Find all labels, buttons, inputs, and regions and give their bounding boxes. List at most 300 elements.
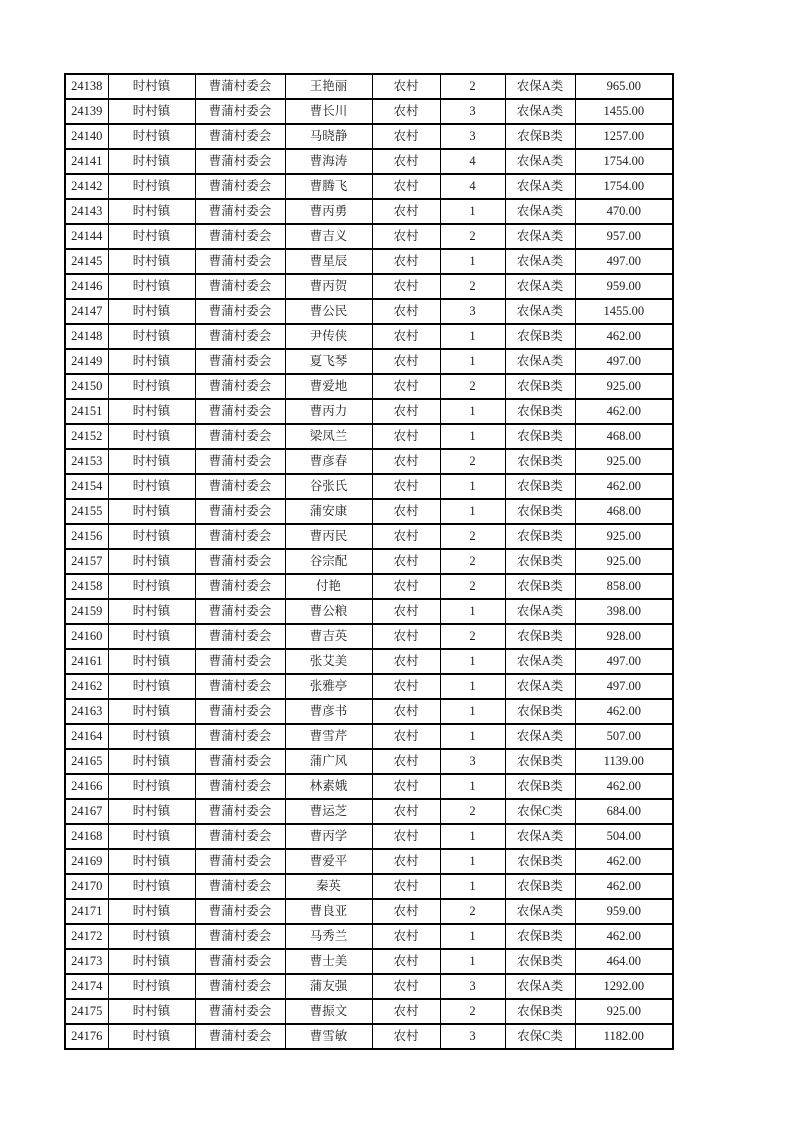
cell-residence-type: 农村 [372,624,440,649]
table-row [65,274,673,299]
cell-record-id: 24161 [65,649,108,674]
cell-person-count: 2 [440,274,505,299]
table-row [65,574,673,599]
cell-insurance-category: 农保B类 [505,849,575,874]
cell-person-name: 曹雪敏 [285,1024,372,1049]
cell-town: 时村镇 [108,999,195,1024]
cell-amount: 504.00 [575,824,673,849]
cell-village-committee: 曹蒲村委会 [195,374,285,399]
cell-insurance-category: 农保A类 [505,349,575,374]
cell-residence-type: 农村 [372,224,440,249]
cell-person-name: 曹运芝 [285,799,372,824]
cell-person-count: 3 [440,99,505,124]
cell-amount: 462.00 [575,924,673,949]
cell-town: 时村镇 [108,649,195,674]
table-row [65,899,673,924]
cell-person-name: 夏飞琴 [285,349,372,374]
cell-residence-type: 农村 [372,774,440,799]
cell-amount: 925.00 [575,449,673,474]
cell-record-id: 24163 [65,699,108,724]
table-row [65,124,673,149]
cell-person-count: 1 [440,874,505,899]
cell-person-count: 4 [440,149,505,174]
cell-insurance-category: 农保B类 [505,874,575,899]
cell-insurance-category: 农保A类 [505,674,575,699]
cell-village-committee: 曹蒲村委会 [195,424,285,449]
cell-village-committee: 曹蒲村委会 [195,174,285,199]
cell-person-name: 曹士美 [285,949,372,974]
cell-village-committee: 曹蒲村委会 [195,399,285,424]
cell-amount: 1754.00 [575,174,673,199]
cell-record-id: 24168 [65,824,108,849]
cell-town: 时村镇 [108,949,195,974]
cell-residence-type: 农村 [372,674,440,699]
cell-town: 时村镇 [108,324,195,349]
table-row [65,349,673,374]
cell-person-count: 1 [440,674,505,699]
cell-residence-type: 农村 [372,999,440,1024]
cell-person-name: 曹雪芹 [285,724,372,749]
cell-insurance-category: 农保C类 [505,799,575,824]
cell-amount: 470.00 [575,199,673,224]
cell-record-id: 24149 [65,349,108,374]
cell-residence-type: 农村 [372,299,440,324]
table-row [65,174,673,199]
cell-person-name: 秦英 [285,874,372,899]
cell-amount: 468.00 [575,499,673,524]
table-row [65,799,673,824]
cell-person-name: 王艳丽 [285,74,372,99]
cell-person-count: 3 [440,299,505,324]
cell-person-count: 3 [440,974,505,999]
cell-person-count: 1 [440,924,505,949]
cell-town: 时村镇 [108,124,195,149]
cell-person-name: 曹公粮 [285,599,372,624]
table-row [65,924,673,949]
table-row [65,974,673,999]
cell-person-count: 1 [440,774,505,799]
cell-amount: 1182.00 [575,1024,673,1049]
cell-town: 时村镇 [108,199,195,224]
cell-person-count: 1 [440,499,505,524]
cell-person-name: 谷张氏 [285,474,372,499]
cell-record-id: 24140 [65,124,108,149]
table-row [65,999,673,1024]
table-row [65,774,673,799]
cell-residence-type: 农村 [372,499,440,524]
cell-amount: 462.00 [575,699,673,724]
cell-village-committee: 曹蒲村委会 [195,99,285,124]
cell-town: 时村镇 [108,674,195,699]
cell-person-count: 1 [440,599,505,624]
cell-amount: 928.00 [575,624,673,649]
table-row [65,699,673,724]
cell-record-id: 24167 [65,799,108,824]
cell-insurance-category: 农保B类 [505,499,575,524]
cell-record-id: 24175 [65,999,108,1024]
cell-person-count: 1 [440,324,505,349]
cell-insurance-category: 农保A类 [505,199,575,224]
cell-amount: 497.00 [575,674,673,699]
cell-person-count: 1 [440,849,505,874]
cell-amount: 925.00 [575,549,673,574]
cell-insurance-category: 农保B类 [505,374,575,399]
cell-residence-type: 农村 [372,424,440,449]
cell-amount: 925.00 [575,374,673,399]
cell-person-count: 4 [440,174,505,199]
cell-person-name: 曹良亚 [285,899,372,924]
cell-person-name: 曹丙学 [285,824,372,849]
cell-record-id: 24166 [65,774,108,799]
cell-town: 时村镇 [108,549,195,574]
table-row [65,374,673,399]
cell-village-committee: 曹蒲村委会 [195,599,285,624]
cell-town: 时村镇 [108,849,195,874]
cell-insurance-category: 农保B类 [505,449,575,474]
cell-residence-type: 农村 [372,724,440,749]
cell-town: 时村镇 [108,399,195,424]
cell-residence-type: 农村 [372,174,440,199]
cell-village-committee: 曹蒲村委会 [195,324,285,349]
cell-person-name: 曹爱平 [285,849,372,874]
cell-record-id: 24152 [65,424,108,449]
cell-record-id: 24142 [65,174,108,199]
cell-amount: 462.00 [575,324,673,349]
cell-residence-type: 农村 [372,1024,440,1049]
cell-village-committee: 曹蒲村委会 [195,224,285,249]
cell-village-committee: 曹蒲村委会 [195,149,285,174]
cell-town: 时村镇 [108,174,195,199]
cell-village-committee: 曹蒲村委会 [195,999,285,1024]
cell-insurance-category: 农保A类 [505,299,575,324]
cell-insurance-category: 农保A类 [505,649,575,674]
cell-amount: 957.00 [575,224,673,249]
cell-insurance-category: 农保C类 [505,1024,575,1049]
cell-amount: 959.00 [575,899,673,924]
cell-insurance-category: 农保A类 [505,149,575,174]
cell-residence-type: 农村 [372,874,440,899]
cell-village-committee: 曹蒲村委会 [195,649,285,674]
cell-village-committee: 曹蒲村委会 [195,574,285,599]
cell-person-name: 曹丙力 [285,399,372,424]
table-row [65,724,673,749]
table-row [65,549,673,574]
cell-insurance-category: 农保B类 [505,549,575,574]
cell-insurance-category: 农保A类 [505,599,575,624]
cell-residence-type: 农村 [372,374,440,399]
cell-village-committee: 曹蒲村委会 [195,349,285,374]
cell-amount: 684.00 [575,799,673,824]
cell-town: 时村镇 [108,624,195,649]
cell-person-count: 3 [440,749,505,774]
cell-village-committee: 曹蒲村委会 [195,549,285,574]
cell-town: 时村镇 [108,474,195,499]
cell-person-count: 2 [440,74,505,99]
cell-record-id: 24157 [65,549,108,574]
cell-insurance-category: 农保A类 [505,274,575,299]
cell-residence-type: 农村 [372,199,440,224]
table-row [65,649,673,674]
cell-amount: 1455.00 [575,299,673,324]
cell-person-name: 曹振文 [285,999,372,1024]
cell-person-name: 马秀兰 [285,924,372,949]
cell-village-committee: 曹蒲村委会 [195,299,285,324]
cell-amount: 464.00 [575,949,673,974]
table-row [65,199,673,224]
cell-residence-type: 农村 [372,74,440,99]
cell-village-committee: 曹蒲村委会 [195,924,285,949]
cell-record-id: 24171 [65,899,108,924]
cell-residence-type: 农村 [372,549,440,574]
table-row [65,674,673,699]
table-row [65,949,673,974]
cell-amount: 1257.00 [575,124,673,149]
cell-town: 时村镇 [108,974,195,999]
table-row [65,249,673,274]
table-row [65,74,673,99]
cell-amount: 398.00 [575,599,673,624]
cell-person-count: 2 [440,224,505,249]
cell-town: 时村镇 [108,349,195,374]
cell-record-id: 24139 [65,99,108,124]
table-row [65,824,673,849]
cell-person-count: 2 [440,899,505,924]
cell-person-count: 1 [440,424,505,449]
cell-insurance-category: 农保B类 [505,699,575,724]
cell-insurance-category: 农保A类 [505,224,575,249]
table-row [65,324,673,349]
cell-record-id: 24176 [65,1024,108,1049]
table-row [65,874,673,899]
cell-person-name: 曹丙贺 [285,274,372,299]
cell-insurance-category: 农保B类 [505,399,575,424]
cell-town: 时村镇 [108,299,195,324]
cell-person-count: 2 [440,549,505,574]
table-row [65,499,673,524]
cell-insurance-category: 农保B类 [505,424,575,449]
cell-residence-type: 农村 [372,124,440,149]
cell-residence-type: 农村 [372,699,440,724]
cell-town: 时村镇 [108,224,195,249]
cell-town: 时村镇 [108,599,195,624]
cell-village-committee: 曹蒲村委会 [195,724,285,749]
cell-village-committee: 曹蒲村委会 [195,699,285,724]
cell-person-count: 1 [440,649,505,674]
cell-person-count: 2 [440,449,505,474]
table-row [65,299,673,324]
cell-insurance-category: 农保B类 [505,749,575,774]
cell-amount: 959.00 [575,274,673,299]
cell-person-count: 2 [440,799,505,824]
cell-person-count: 2 [440,374,505,399]
cell-record-id: 24162 [65,674,108,699]
cell-residence-type: 农村 [372,274,440,299]
cell-record-id: 24165 [65,749,108,774]
cell-person-name: 尹传侠 [285,324,372,349]
cell-residence-type: 农村 [372,324,440,349]
cell-residence-type: 农村 [372,474,440,499]
cell-amount: 925.00 [575,999,673,1024]
cell-town: 时村镇 [108,574,195,599]
cell-village-committee: 曹蒲村委会 [195,749,285,774]
cell-village-committee: 曹蒲村委会 [195,774,285,799]
cell-amount: 497.00 [575,649,673,674]
cell-record-id: 24148 [65,324,108,349]
cell-record-id: 24147 [65,299,108,324]
table-row [65,99,673,124]
cell-village-committee: 曹蒲村委会 [195,474,285,499]
cell-record-id: 24141 [65,149,108,174]
cell-insurance-category: 农保A类 [505,99,575,124]
cell-insurance-category: 农保A类 [505,74,575,99]
cell-record-id: 24155 [65,499,108,524]
cell-person-name: 曹彦春 [285,449,372,474]
table-row [65,224,673,249]
cell-residence-type: 农村 [372,949,440,974]
cell-village-committee: 曹蒲村委会 [195,274,285,299]
cell-record-id: 24144 [65,224,108,249]
cell-amount: 462.00 [575,399,673,424]
cell-town: 时村镇 [108,499,195,524]
cell-residence-type: 农村 [372,849,440,874]
cell-record-id: 24138 [65,74,108,99]
cell-amount: 965.00 [575,74,673,99]
cell-residence-type: 农村 [372,249,440,274]
cell-town: 时村镇 [108,274,195,299]
cell-record-id: 24151 [65,399,108,424]
cell-person-name: 曹海涛 [285,149,372,174]
cell-insurance-category: 农保B类 [505,324,575,349]
cell-person-count: 1 [440,349,505,374]
cell-amount: 497.00 [575,249,673,274]
cell-insurance-category: 农保B类 [505,524,575,549]
table-row [65,749,673,774]
cell-town: 时村镇 [108,749,195,774]
cell-town: 时村镇 [108,424,195,449]
cell-town: 时村镇 [108,449,195,474]
cell-amount: 1754.00 [575,149,673,174]
cell-insurance-category: 农保A类 [505,974,575,999]
cell-residence-type: 农村 [372,574,440,599]
cell-person-name: 林素娥 [285,774,372,799]
cell-village-committee: 曹蒲村委会 [195,674,285,699]
cell-amount: 1455.00 [575,99,673,124]
cell-village-committee: 曹蒲村委会 [195,124,285,149]
table-row [65,599,673,624]
cell-person-count: 2 [440,524,505,549]
cell-person-name: 张雅亭 [285,674,372,699]
cell-record-id: 24143 [65,199,108,224]
cell-town: 时村镇 [108,74,195,99]
cell-village-committee: 曹蒲村委会 [195,974,285,999]
cell-village-committee: 曹蒲村委会 [195,949,285,974]
cell-residence-type: 农村 [372,149,440,174]
cell-residence-type: 农村 [372,449,440,474]
cell-person-name: 曹彦书 [285,699,372,724]
cell-amount: 462.00 [575,774,673,799]
cell-amount: 497.00 [575,349,673,374]
cell-record-id: 24159 [65,599,108,624]
cell-village-committee: 曹蒲村委会 [195,849,285,874]
cell-residence-type: 农村 [372,399,440,424]
cell-village-committee: 曹蒲村委会 [195,74,285,99]
cell-record-id: 24158 [65,574,108,599]
table-row [65,399,673,424]
cell-person-name: 曹星辰 [285,249,372,274]
cell-record-id: 24164 [65,724,108,749]
cell-residence-type: 农村 [372,99,440,124]
cell-person-name: 梁凤兰 [285,424,372,449]
cell-person-name: 付艳 [285,574,372,599]
cell-residence-type: 农村 [372,899,440,924]
cell-town: 时村镇 [108,249,195,274]
table-row [65,849,673,874]
cell-record-id: 24174 [65,974,108,999]
cell-amount: 462.00 [575,874,673,899]
cell-town: 时村镇 [108,1024,195,1049]
cell-town: 时村镇 [108,774,195,799]
cell-person-count: 3 [440,1024,505,1049]
table-row [65,624,673,649]
cell-person-count: 1 [440,399,505,424]
cell-insurance-category: 农保A类 [505,249,575,274]
cell-insurance-category: 农保B类 [505,474,575,499]
cell-person-count: 1 [440,199,505,224]
cell-amount: 1292.00 [575,974,673,999]
cell-residence-type: 农村 [372,599,440,624]
cell-town: 时村镇 [108,699,195,724]
cell-town: 时村镇 [108,924,195,949]
cell-village-committee: 曹蒲村委会 [195,899,285,924]
cell-record-id: 24156 [65,524,108,549]
cell-amount: 468.00 [575,424,673,449]
cell-village-committee: 曹蒲村委会 [195,1024,285,1049]
cell-person-name: 曹爱地 [285,374,372,399]
cell-insurance-category: 农保B类 [505,924,575,949]
cell-person-name: 曹公民 [285,299,372,324]
cell-village-committee: 曹蒲村委会 [195,449,285,474]
cell-record-id: 24173 [65,949,108,974]
cell-record-id: 24154 [65,474,108,499]
cell-person-count: 1 [440,824,505,849]
cell-village-committee: 曹蒲村委会 [195,824,285,849]
cell-record-id: 24170 [65,874,108,899]
table-row [65,424,673,449]
table-row [65,1024,673,1049]
cell-person-name: 曹长川 [285,99,372,124]
cell-record-id: 24169 [65,849,108,874]
cell-town: 时村镇 [108,899,195,924]
cell-insurance-category: 农保B类 [505,624,575,649]
cell-residence-type: 农村 [372,649,440,674]
cell-town: 时村镇 [108,524,195,549]
cell-insurance-category: 农保A类 [505,174,575,199]
cell-amount: 925.00 [575,524,673,549]
cell-insurance-category: 农保A类 [505,724,575,749]
cell-village-committee: 曹蒲村委会 [195,499,285,524]
cell-record-id: 24150 [65,374,108,399]
table-body [65,74,673,1049]
cell-person-count: 1 [440,724,505,749]
cell-residence-type: 农村 [372,799,440,824]
cell-person-name: 曹吉英 [285,624,372,649]
cell-person-name: 张艾美 [285,649,372,674]
cell-person-count: 2 [440,574,505,599]
cell-village-committee: 曹蒲村委会 [195,524,285,549]
cell-amount: 858.00 [575,574,673,599]
cell-person-name: 曹丙勇 [285,199,372,224]
cell-insurance-category: 农保B类 [505,774,575,799]
